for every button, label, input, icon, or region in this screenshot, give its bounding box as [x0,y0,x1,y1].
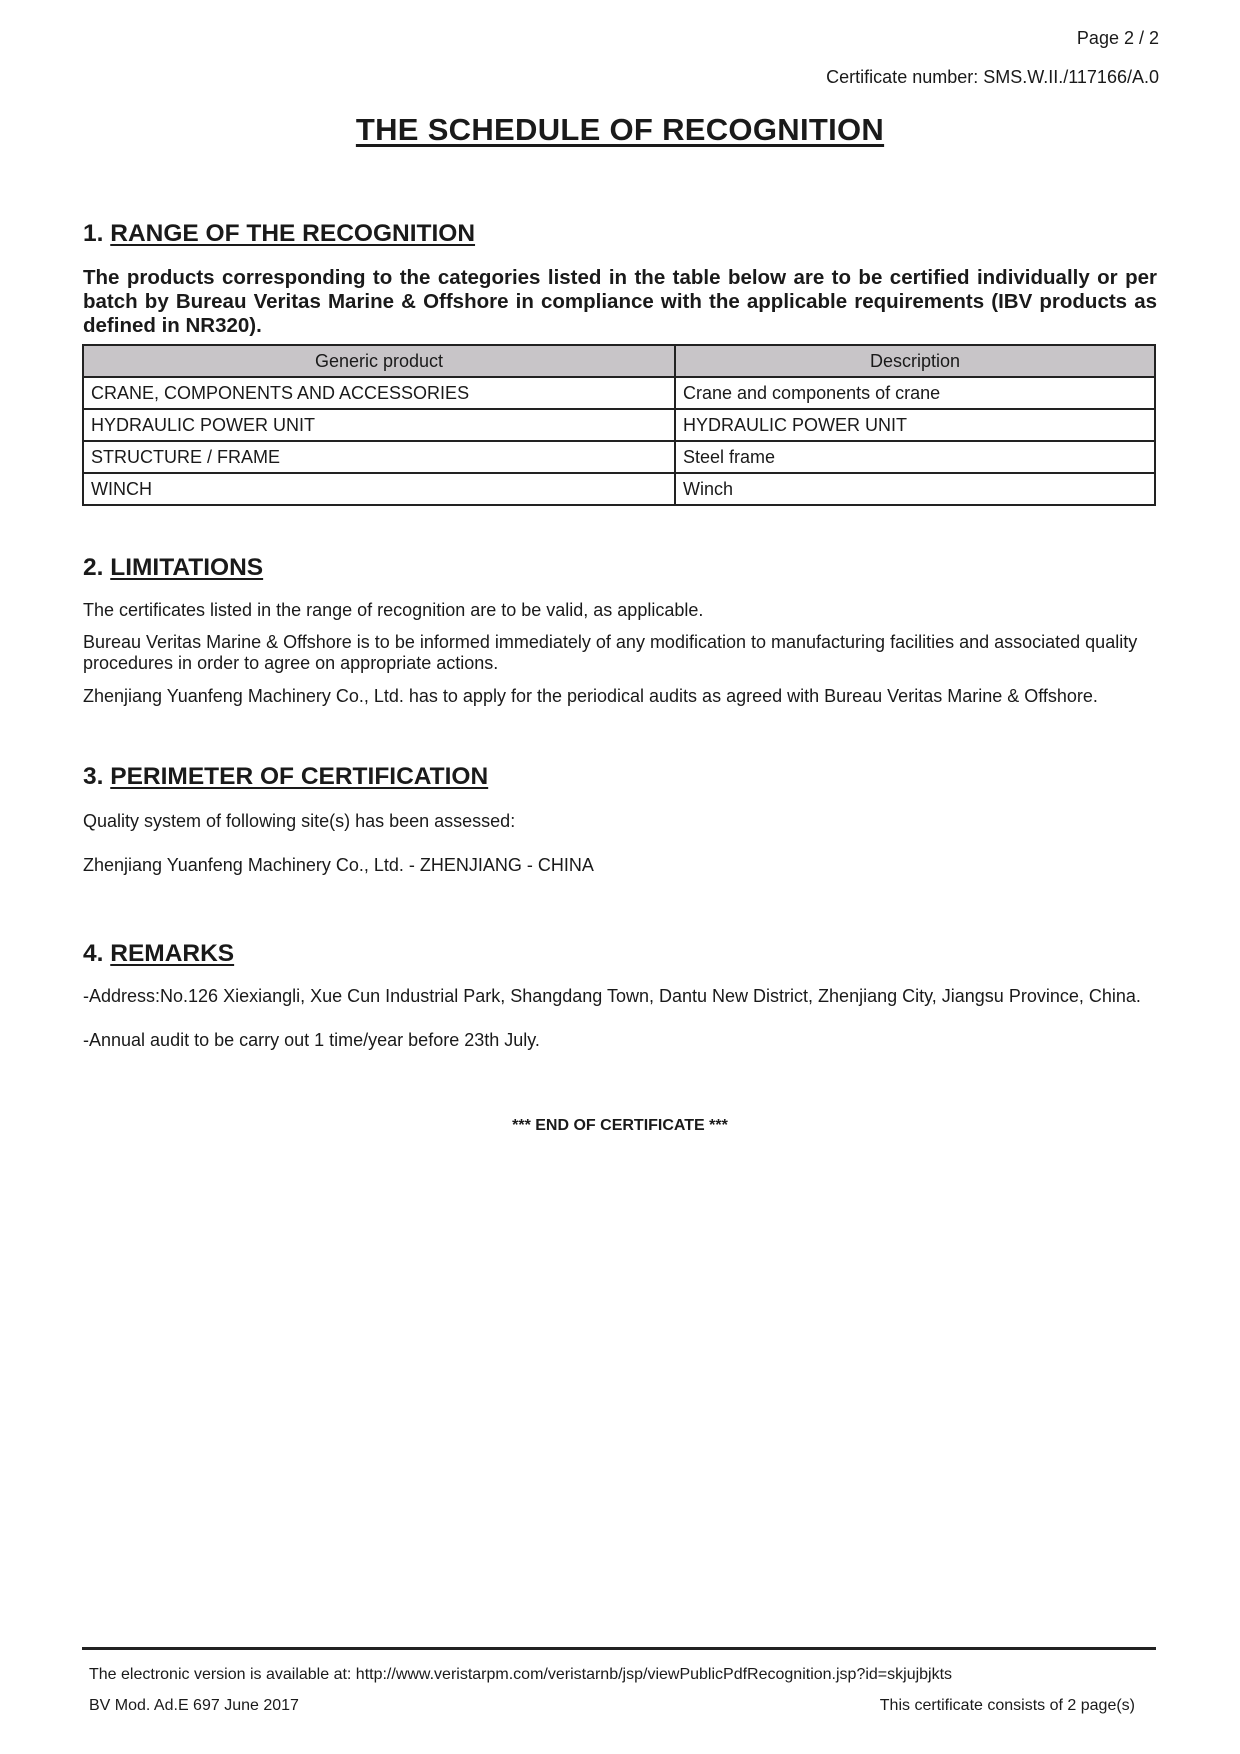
generic-product-cell: CRANE, COMPONENTS AND ACCESSORIES [83,377,675,409]
table-row [83,377,1155,409]
table-header-row [83,345,1155,377]
limitations-paragraph: The certificates listed in the range of recognition are to be valid, as applicable. [83,600,704,620]
section-number: 2. [83,554,104,581]
form-reference: BV Mod. Ad.E 697 June 2017 [89,1697,299,1714]
table-row [83,473,1155,505]
perimeter-intro: Quality system of following site(s) has been assessed: [83,811,516,831]
electronic-version-note: The electronic version is available at: http://www.veristarpm.com/veristarnb/jsp/viewPublicPdfRecognition.jsp?id=skjujbjkts [89,1666,953,1683]
recognition-table [82,344,1156,506]
section-title: REMARKS [110,940,235,967]
document-title: THE SCHEDULE OF RECOGNITION [355,112,885,147]
footer-divider [82,1647,1156,1650]
generic-product-cell: HYDRAULIC POWER UNIT [83,409,675,441]
section-heading-range [83,220,475,248]
table-row [83,441,1155,473]
page-number: Page 2 / 2 [1076,28,1159,48]
assessed-site: Zhenjiang Yuanfeng Machinery Co., Ltd. - ZHENJIANG - CHINA [83,855,594,875]
remarks-audit: -Annual audit to be carry out 1 time/year before 23th July. [83,1030,540,1050]
section-title: LIMITATIONS [110,554,264,581]
generic-product-cell: STRUCTURE / FRAME [83,441,675,473]
description-cell: Crane and components of crane [675,377,1155,409]
remarks-address: -Address:No.126 Xiexiangli, Xue Cun Industrial Park, Shangdang Town, Dantu New District, Zhenjiang City, Jiangsu Province, China. [83,986,1141,1006]
table-row [83,409,1155,441]
section-number: 4. [83,940,104,967]
column-header-description: Description [675,345,1155,377]
description-cell: HYDRAULIC POWER UNIT [675,409,1155,441]
generic-product-cell: WINCH [83,473,675,505]
section-heading-remarks [83,940,234,968]
range-intro-text: The products corresponding to the categories listed in the table below are to be certified individually or per batch by Bureau Veritas Marine & Offshore in compliance with the applicable requirements (IBV products as defined in NR320). [83,266,1157,337]
section-title: PERIMETER OF CERTIFICATION [110,763,489,790]
limitations-paragraph: Bureau Veritas Marine & Offshore is to be informed immediately of any modification to manufacturing facilities and associated quality procedures in order to agree on appropriate actions. [83,632,1138,673]
page-count-note: This certificate consists of 2 page(s) [879,1697,1135,1714]
section-number: 3. [83,763,104,790]
column-header-generic-product: Generic product [83,345,675,377]
section-heading-limitations [83,554,263,582]
section-heading-perimeter [83,763,488,791]
description-cell: Winch [675,473,1155,505]
certificate-number: Certificate number: SMS.W.II./117166/A.0 [826,67,1159,87]
description-cell: Steel frame [675,441,1155,473]
section-number: 1. [83,220,104,247]
end-of-certificate-marker: *** END OF CERTIFICATE *** [512,1117,728,1134]
section-title: RANGE OF THE RECOGNITION [110,220,476,247]
limitations-paragraph: Zhenjiang Yuanfeng Machinery Co., Ltd. has to apply for the periodical audits as agreed with Bureau Veritas Marine & Offshore. [83,686,1098,706]
